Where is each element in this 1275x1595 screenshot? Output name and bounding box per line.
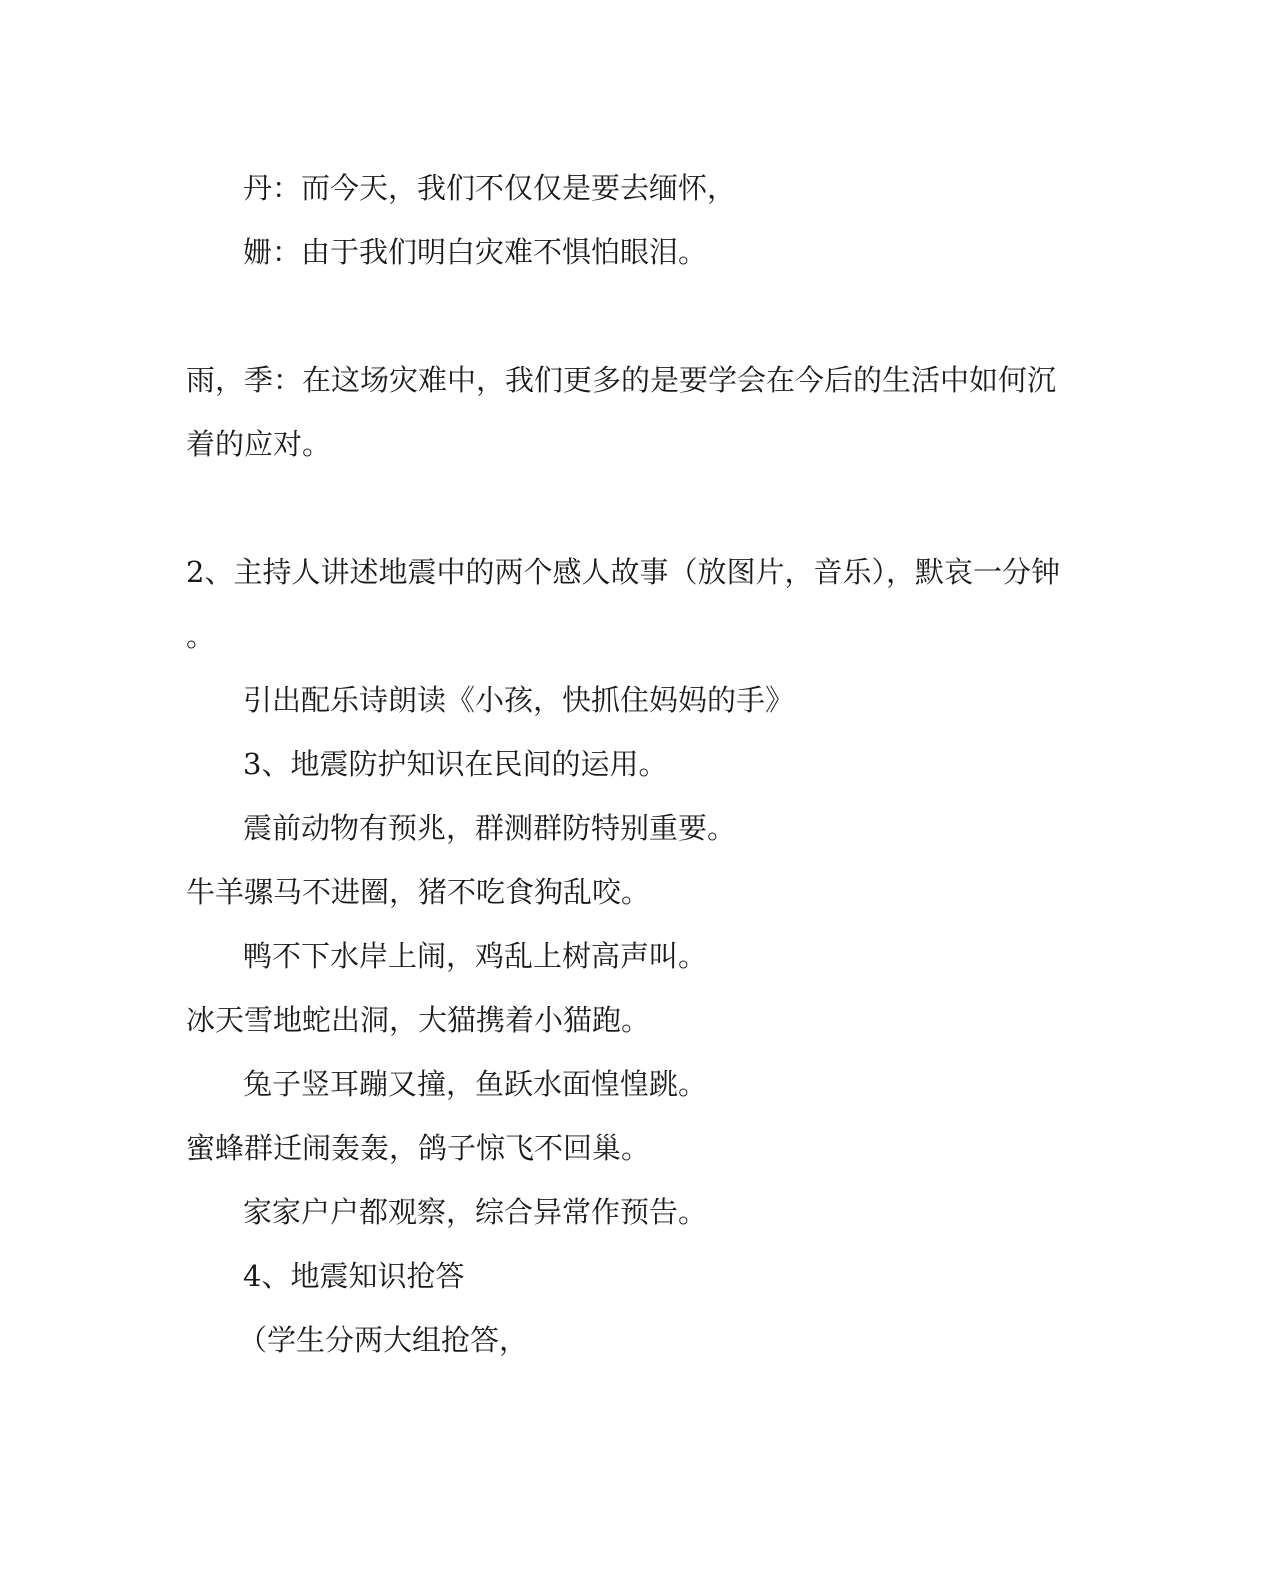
section-heading-3: 3、地震防护知识在民间的运用。 bbox=[243, 747, 668, 781]
rhyme-line: 鸭不下水岸上闹，鸡乱上树高声叫。 bbox=[243, 939, 708, 973]
section-heading-4: 4、地震知识抢答 bbox=[243, 1259, 465, 1293]
dialogue-line-yu-ji: 雨，季：在这场灾难中，我们更多的是要学会在今后的生活中如何沉 bbox=[186, 363, 1057, 397]
quiz-instruction-line: （学生分两大组抢答， bbox=[238, 1323, 529, 1357]
dialogue-line-yu-ji-continued: 着的应对。 bbox=[186, 427, 332, 461]
poem-reading-line: 引出配乐诗朗读《小孩，快抓住妈妈的手》 bbox=[243, 683, 795, 717]
rhyme-line: 蜜蜂群迁闹轰轰，鸽子惊飞不回巢。 bbox=[186, 1131, 651, 1165]
section-heading-2: 2、主持人讲述地震中的两个感人故事（放图片，音乐），默哀一分钟 bbox=[186, 555, 1060, 589]
rhyme-line: 兔子竖耳蹦又撞，鱼跃水面惶惶跳。 bbox=[243, 1067, 708, 1101]
dialogue-line-dan: 丹：而今天，我们不仅仅是要去缅怀， bbox=[243, 171, 737, 205]
rhyme-line: 震前动物有预兆，群测群防特别重要。 bbox=[243, 811, 737, 845]
dialogue-line-shan: 姗：由于我们明白灾难不惧怕眼泪。 bbox=[243, 235, 708, 269]
rhyme-line: 冰天雪地蛇出洞，大猫携着小猫跑。 bbox=[186, 1003, 651, 1037]
rhyme-line: 牛羊骡马不进圈，猪不吃食狗乱咬。 bbox=[186, 875, 651, 909]
section-heading-2-continued: 。 bbox=[186, 619, 216, 653]
rhyme-line: 家家户户都观察，综合异常作预告。 bbox=[243, 1195, 708, 1229]
